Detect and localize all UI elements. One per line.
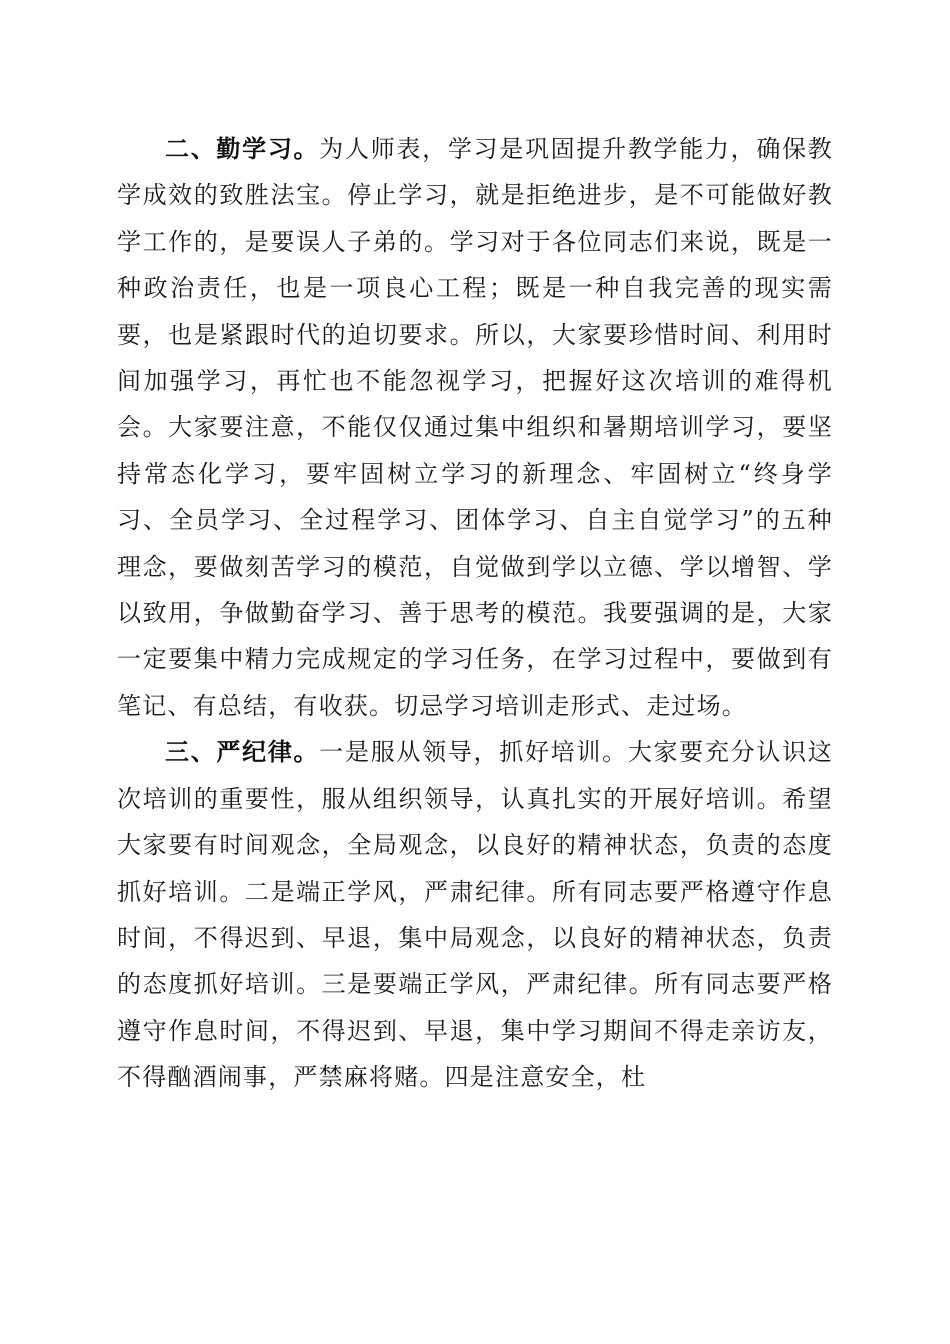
- document-body: [117, 126, 833, 1101]
- paragraph-discipline: [117, 729, 833, 1100]
- paragraph-discipline-text: 一是服从领导，抓好培训。大家要充分认识这次培训的重要性，服从组织领导，认真扎实的开展好培训。希望大家要有时间观念，全局观念，以良好的精神状态，负责的态度抓好培训。二是端正学风，严肃纪律。所有同志要严格遵守作息时间，不得迟到、早退，集中局观念，以良好的精神状态，负责的态度抓好培训。三是要端正学风，严肃纪律。所有同志要严格遵守作息时间，不得迟到、早退，集中学习期间不得走亲访友，不得酗酒闹事，严禁麻将赌。四是注意安全，杜: [117, 738, 834, 1092]
- section-heading-study: 二、勤学习。: [165, 135, 320, 163]
- paragraph-study: [117, 126, 833, 729]
- section-heading-discipline: 三、严纪律。: [165, 738, 320, 767]
- paragraph-study-text: 为人师表，学习是巩固提升教学能力，确保教学成效的致胜法宝。停止学习，就是拒绝进步，是不可能做好教学工作的，是要误人子弟的。学习对于各位同志们来说，既是一种政治责任，也是一项良心工程；既是一种自我完善的现实需要，也是紧跟时代的迫切要求。所以，大家要珍惜时间、利用时间加强学习，再忙也不能忽视学习，把握好这次培训的难得机会。大家要注意，不能仅仅通过集中组织和暑期培训学习，要坚持常态化学习，要牢固树立学习的新理念、牢固树立“终身学习、全员学习、全过程学习、团体学习、自主自觉学习”的五种理念，要做刻苦学习的模范，自觉做到学以立德、学以增智、学以致用，争做勤奋学习、善于思考的模范。我要强调的是，大家一定要集中精力完成规定的学习任务，在学习过程中，要做到有笔记、有总结，有收获。切忌学习培训走形式、走过场。: [117, 135, 834, 720]
